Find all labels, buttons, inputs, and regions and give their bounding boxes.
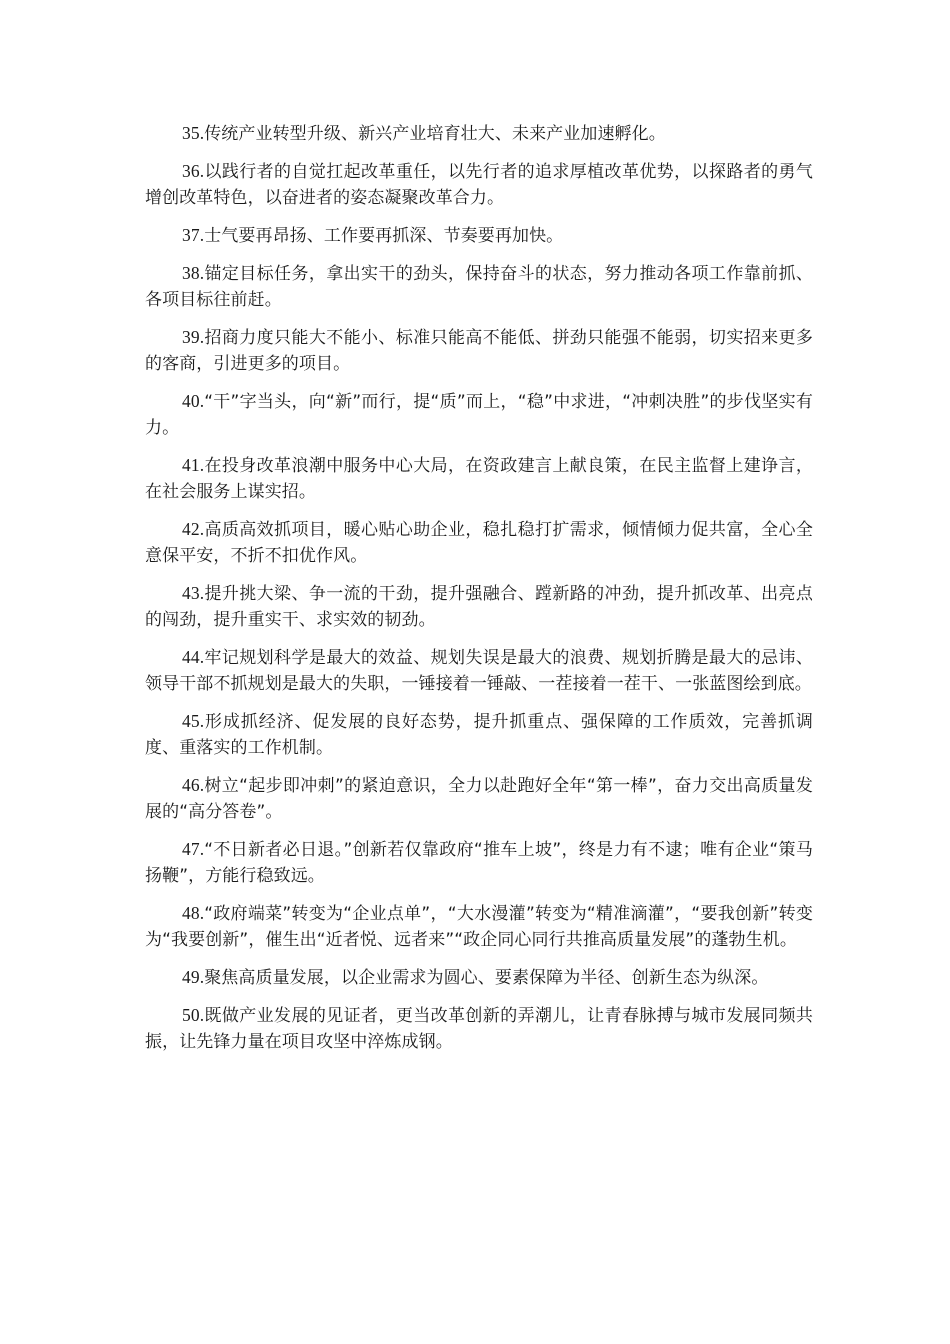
paragraph-43: [145, 580, 813, 633]
paragraph-text: 招商力度只能大不能小、标准只能高不能低、拼劲只能强不能弱，切实招来更多的客商，引进更多的项目。: [145, 328, 813, 374]
paragraph-36: [145, 158, 813, 211]
paragraph-number: 37.: [182, 225, 205, 245]
paragraph-number: 44.: [182, 647, 205, 667]
paragraph-text: 提升挑大梁、争一流的干劲，提升强融合、蹚新路的冲劲，提升抓改革、出亮点的闯劲，提升重实干、求实效的韧劲。: [145, 584, 813, 630]
paragraph-38: [145, 260, 813, 313]
paragraph-text: “政府端菜”转变为“企业点单”，“大水漫灌”转变为“精准滴灌”，“要我创新”转变为“我要创新”，催生出“近者悦、远者来”“政企同心同行共推高质量发展”的蓬勃生机。: [145, 904, 813, 950]
paragraph-text: 聚焦高质量发展，以企业需求为圆心、要素保障为半径、创新生态为纵深。: [204, 968, 769, 988]
paragraph-40: [145, 388, 813, 441]
paragraph-text: “干”字当头，向“新”而行，提“质”而上，“稳”中求进，“冲刺决胜”的步伐坚实有力。: [145, 392, 813, 438]
paragraph-text: 形成抓经济、促发展的良好态势，提升抓重点、强保障的工作质效，完善抓调度、重落实的工作机制。: [145, 712, 813, 758]
paragraph-37: [145, 222, 813, 249]
paragraph-text: 士气要再昂扬、工作要再抓深、节奏要再加快。: [204, 226, 564, 246]
paragraph-text: “不日新者必日退。”创新若仅靠政府“推车上坡”，终是力有不逮；唯有企业“策马扬鞭”，方能行稳致远。: [145, 840, 813, 886]
paragraph-number: 43.: [182, 583, 205, 603]
paragraph-number: 39.: [182, 327, 205, 347]
paragraph-number: 38.: [182, 263, 205, 283]
paragraph-text: 锚定目标任务，拿出实干的劲头，保持奋斗的状态，努力推动各项工作靠前抓、各项目标往前赶。: [145, 264, 813, 310]
paragraph-text: 树立“起步即冲刺”的紧迫意识，全力以赴跑好全年“第一棒”，奋力交出高质量发展的“高分答卷”。: [145, 776, 813, 822]
paragraph-50: [145, 1002, 813, 1055]
paragraph-number: 49.: [182, 967, 205, 987]
paragraph-44: [145, 644, 813, 697]
paragraph-text: 以践行者的自觉扛起改革重任，以先行者的追求厚植改革优势，以探路者的勇气增创改革特色，以奋进者的姿态凝聚改革合力。: [145, 162, 813, 208]
paragraph-39: [145, 324, 813, 377]
paragraph-number: 42.: [182, 519, 205, 539]
paragraph-number: 36.: [182, 161, 205, 181]
paragraph-text: 既做产业发展的见证者，更当改革创新的弄潮儿，让青春脉搏与城市发展同频共振，让先锋力量在项目攻坚中淬炼成钢。: [145, 1006, 813, 1052]
paragraph-48: [145, 900, 813, 953]
paragraph-text: 牢记规划科学是最大的效益、规划失误是最大的浪费、规划折腾是最大的忌讳、领导干部不抓规划是最大的失职，一锤接着一锤敲、一茬接着一茬干、一张蓝图绘到底。: [145, 648, 813, 694]
paragraph-number: 48.: [182, 903, 205, 923]
paragraph-35: [145, 120, 813, 147]
paragraph-number: 47.: [182, 839, 205, 859]
paragraph-text: 在投身改革浪潮中服务中心大局，在资政建言上献良策，在民主监督上建诤言，在社会服务上谋实招。: [145, 456, 813, 502]
paragraph-number: 35.: [182, 123, 205, 143]
paragraph-41: [145, 452, 813, 505]
paragraph-text: 高质高效抓项目，暖心贴心助企业，稳扎稳打扩需求，倾情倾力促共富，全心全意保平安，不折不扣优作风。: [145, 520, 813, 566]
paragraph-number: 40.: [182, 391, 205, 411]
paragraph-number: 41.: [182, 455, 205, 475]
paragraph-45: [145, 708, 813, 761]
document-body: [145, 120, 813, 1066]
paragraph-47: [145, 836, 813, 889]
paragraph-46: [145, 772, 813, 825]
paragraph-number: 46.: [182, 775, 205, 795]
paragraph-49: [145, 964, 813, 991]
paragraph-number: 50.: [182, 1005, 205, 1025]
paragraph-42: [145, 516, 813, 569]
paragraph-number: 45.: [182, 711, 205, 731]
paragraph-text: 传统产业转型升级、新兴产业培育壮大、未来产业加速孵化。: [204, 124, 666, 144]
